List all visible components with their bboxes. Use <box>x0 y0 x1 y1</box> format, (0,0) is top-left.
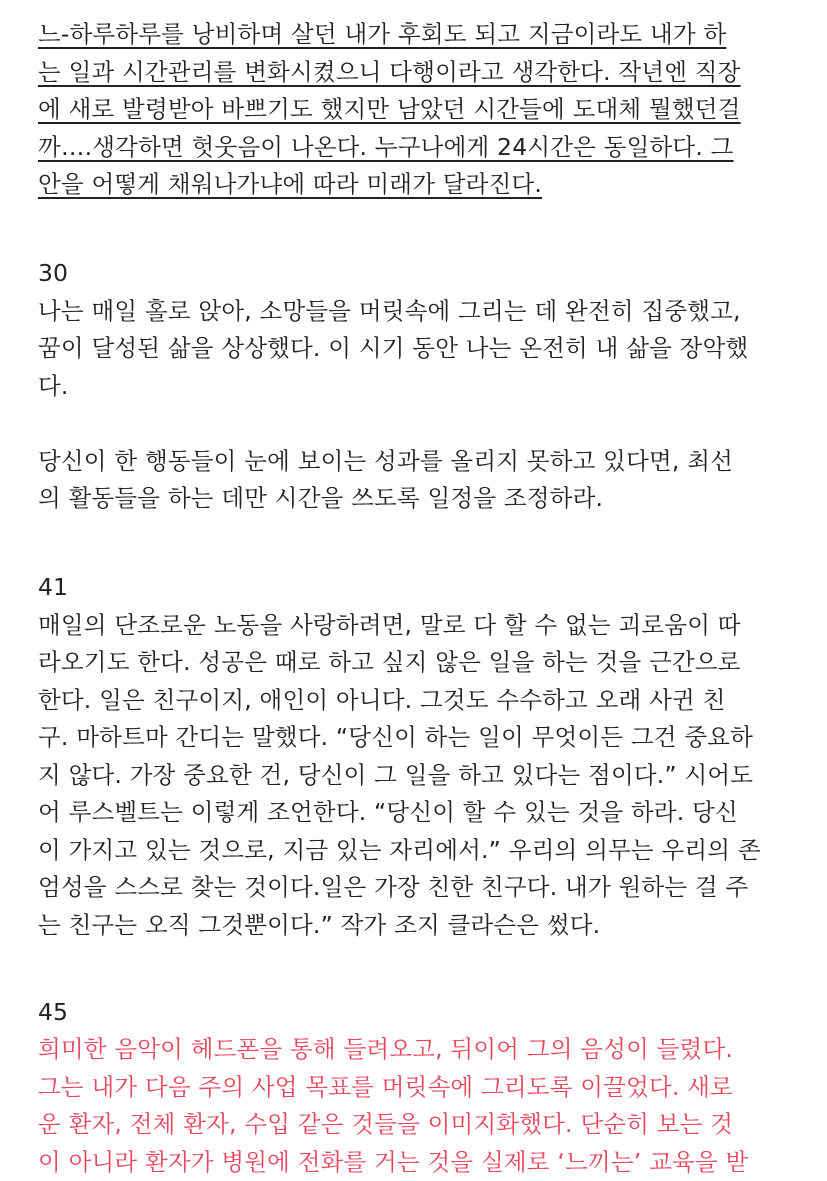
text-line: 는 일과 시간관리를 변화시켰으니 다행이라고 생각한다. 작년엔 직장 <box>38 54 801 92</box>
text-line: 꿈이 달성된 삶을 상상했다. 이 시기 동안 나는 온전히 내 삶을 장악했 <box>38 330 801 368</box>
section-number: 30 <box>38 255 801 293</box>
text-line: 이 아니라 환자가 병원에 전화를 거는 것을 실제로 ‘느끼는’ 교육을 받 <box>38 1144 801 1181</box>
spacer <box>38 204 801 242</box>
text-line: 까….생각하면 헛웃음이 나온다. 누구나에게 24시간은 동일하다. 그 <box>38 129 801 167</box>
section-30-paragraph-2 <box>38 443 801 518</box>
text-line: 엄성을 스스로 찾는 것이다.일은 가장 친한 친구다. 내가 원하는 걸 주 <box>38 869 801 907</box>
text-line: 다. <box>38 368 801 406</box>
text-line: 는 친구는 오직 그것뿐이다.” 작가 조지 클라슨은 썼다. <box>38 907 801 945</box>
text-line: 그는 내가 다음 주의 사업 목표를 머릿속에 그리도록 이끌었다. 새로 <box>38 1069 801 1107</box>
text-line: 느-하루하루를 낭비하며 살던 내가 후회도 되고 지금이라도 내가 하 <box>38 16 801 54</box>
section-45-highlight-paragraph <box>38 1031 801 1181</box>
text-line: 안을 어떻게 채워나가냐에 따라 미래가 달라진다. <box>38 166 801 204</box>
spacer <box>38 405 801 443</box>
text-line: 의 활동들을 하는 데만 시간을 쓰도록 일정을 조정하라. <box>38 480 801 518</box>
text-line: 지 않다. 가장 중요한 건, 당신이 그 일을 하고 있다는 점이다.” 시어도 <box>38 757 801 795</box>
text-line: 이 가지고 있는 것으로, 지금 있는 자리에서.” 우리의 의무는 우리의 존 <box>38 832 801 870</box>
section-30-paragraph <box>38 293 801 406</box>
section-41-paragraph <box>38 607 801 945</box>
text-line: 매일의 단조로운 노동을 사랑하려면, 말로 다 할 수 없는 괴로움이 따 <box>38 607 801 645</box>
text-line: 나는 매일 홀로 앉아, 소망들을 머릿속에 그리는 데 완전히 집중했고, <box>38 293 801 331</box>
text-line: 희미한 음악이 헤드폰을 통해 들려오고, 뒤이어 그의 음성이 들렸다. <box>38 1031 801 1069</box>
intro-paragraph <box>38 16 801 204</box>
section-number: 45 <box>38 994 801 1032</box>
text-line: 구. 마하트마 간디는 말했다. “당신이 하는 일이 무엇이든 그건 중요하 <box>38 719 801 757</box>
spacer <box>38 944 801 982</box>
text-line: 운 환자, 전체 환자, 수입 같은 것들을 이미지화했다. 단순히 보는 것 <box>38 1106 801 1144</box>
text-line: 한다. 일은 친구이지, 애인이 아니다. 그것도 수수하고 오래 사귄 친 <box>38 682 801 720</box>
text-line: 당신이 한 행동들이 눈에 보이는 성과를 올리지 못하고 있다면, 최선 <box>38 443 801 481</box>
section-number: 41 <box>38 569 801 607</box>
text-line: 에 새로 발령받아 바쁘기도 했지만 남았던 시간들에 도대체 뭘했던걸 <box>38 91 801 129</box>
text-line: 어 루스벨트는 이렇게 조언한다. “당신이 할 수 있는 것을 하라. 당신 <box>38 794 801 832</box>
text-line: 라오기도 한다. 성공은 때로 하고 싶지 않은 일을 하는 것을 근간으로 <box>38 644 801 682</box>
spacer <box>38 518 801 556</box>
